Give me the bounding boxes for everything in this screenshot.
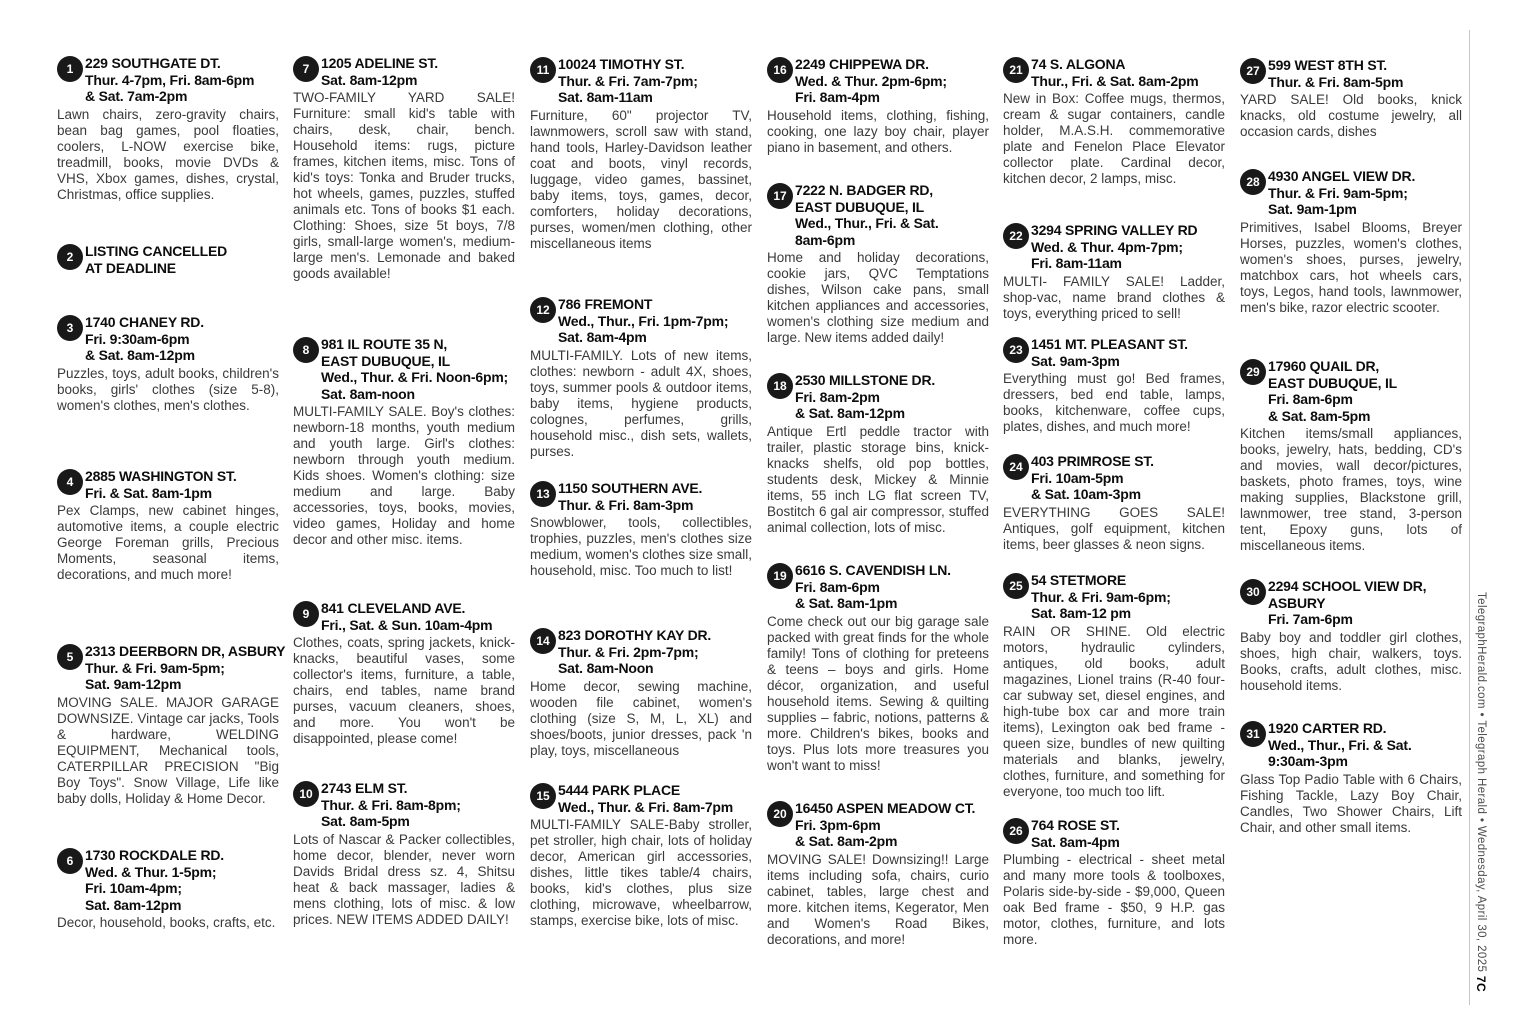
listing-item bbox=[57, 468, 279, 583]
listing-header-line: 2530 MILLSTONE DR. bbox=[795, 372, 936, 388]
listing-header-line: Fri., Sat. & Sun. 10am-4pm bbox=[321, 616, 493, 633]
listing-header-line: 17960 QUAIL DR, bbox=[1268, 358, 1380, 374]
listing-header-line: ASBURY bbox=[1268, 594, 1326, 611]
listing-body-text: Plumbing - electrical - sheet metal and many more tools & toolboxes, Polaris side-by-side - $9,000, Queen oak Bed frame - $50, 9 H.P. gas motor, clothes, furniture, and lots more. bbox=[1003, 852, 1225, 947]
listing-header bbox=[85, 243, 279, 276]
listing-header-line: 8am-6pm bbox=[795, 231, 856, 248]
listing-header-line: 7222 N. BADGER RD, bbox=[795, 182, 933, 198]
listing-header bbox=[85, 314, 279, 364]
listing-header-line: Fri. 10am-4pm; bbox=[85, 880, 182, 896]
listing-header-line: Wed. & Thur. 1-5pm; bbox=[85, 863, 217, 880]
listing-header-line: Sat. 8am-noon bbox=[321, 385, 415, 402]
listing-number-badge: 22 bbox=[1003, 223, 1029, 249]
listing-header-line: Wed., Thur., Fri. & Sat. bbox=[795, 215, 939, 231]
masthead bbox=[1474, 592, 1488, 992]
listing-header-line: 764 ROSE ST. bbox=[1031, 817, 1120, 833]
listing-body-text: MULTI-FAMILY SALE. Boy's clothes: newborn-18 months, youth medium and youth large. Girl's clothes: newborn through youth medium. Kids shoes. Women's clothing: size medium and large. Baby accessories, toys, books, movies, video games, Holiday and home decor and other misc. items. bbox=[293, 404, 515, 547]
listing-header-line: Thur. & Fri. 7am-7pm; bbox=[558, 72, 698, 89]
listing-item bbox=[530, 296, 752, 460]
listing-body-text: Glass Top Padio Table with 6 Chairs, Fishing Tackle, Lazy Boy Chair, Candles, Two Shower Chairs, Lift Chair, and other small items. bbox=[1240, 771, 1462, 835]
listing-number-badge: 3 bbox=[57, 315, 83, 341]
column-2 bbox=[293, 0, 515, 1028]
listing-item bbox=[57, 55, 279, 203]
listing-header-line: 6616 S. CAVENDISH LN. bbox=[795, 562, 951, 578]
listing-header bbox=[321, 600, 515, 633]
listing-item bbox=[530, 782, 752, 929]
listing-item bbox=[1240, 57, 1462, 140]
listing-header-line: 1205 ADELINE ST. bbox=[321, 55, 438, 71]
column-3 bbox=[530, 0, 752, 1028]
listing-header-line: 2743 ELM ST. bbox=[321, 780, 408, 796]
listing-header-line: Wed., Thur., Fri. & Sat. bbox=[1268, 736, 1412, 753]
listing-header bbox=[1031, 222, 1225, 272]
listing-header-line: Fri. 8am-6pm bbox=[795, 578, 880, 595]
listing-header bbox=[85, 468, 279, 501]
listing-header-line: Fri. 8am-4pm bbox=[795, 89, 880, 105]
listing-header-line: & Sat. 8am-12pm bbox=[85, 347, 195, 363]
listing-item bbox=[1240, 168, 1462, 316]
listing-header-line: Wed. & Thur. 4pm-7pm; bbox=[1031, 238, 1183, 255]
listing-body-text: Lots of Nascar & Packer collectibles, home decor, blender, never worn Davids Bridal dress sz. 4, Shitsu heat & back massager, ladies & mens clothing, lots of misc. & low prices. NEW ITEMS ADDED DAILY! bbox=[293, 831, 515, 927]
listing-header-line: Wed., Thur. & Fri. Noon-6pm; bbox=[321, 369, 509, 385]
listing-header-line: Sat. 8am-12 pm bbox=[1031, 605, 1131, 621]
listing-header-line: Wed. & Thur. 2pm-6pm; bbox=[795, 72, 947, 89]
listing-item bbox=[767, 800, 989, 948]
listing-header-line: 786 FREMONT bbox=[558, 296, 653, 312]
listing-number-badge: 24 bbox=[1003, 454, 1029, 480]
listing-item bbox=[1003, 336, 1225, 435]
listing-header bbox=[85, 55, 279, 105]
listing-header-line: Sat. 8am-4pm bbox=[558, 329, 647, 345]
listing-body-text: Antique Ertl peddle tractor with trailer, plastic storage bins, knick-knacks shelfs, old pop bottles, students desk, Mickey & Minnie items, 55 inch LG flat screen TV, Bostitch 6 gal air compressor, stuffed animal collection, lots of misc. bbox=[767, 423, 989, 535]
listing-item bbox=[530, 627, 752, 759]
listing-body-text: MOVING SALE. MAJOR GARAGE DOWNSIZE. Vintage car jacks, Tools & hardware, WELDING EQUIPMENT, Mechanical tools, CATERPILLAR PRECISION "Big Boy Toys". Snow Village, Life like baby dolls, Holiday & Home Decor. bbox=[57, 694, 279, 806]
listing-header-line: Fri. 8am-6pm bbox=[1268, 391, 1353, 407]
listing-item bbox=[57, 314, 279, 414]
listing-item bbox=[1240, 720, 1462, 836]
listing-header bbox=[1031, 817, 1225, 850]
listing-body-text: Everything must go! Bed frames, dressers, bed end table, lamps, books, kitchenware, coffee cups, plates, dishes, and much more! bbox=[1003, 371, 1225, 434]
listing-body-text: MOVING SALE! Downsizing!! Large items including sofa, chairs, curio cabinet, tables, large chest and more. kitchen items, Kegerator, Men and Women's Road Bikes, decorations, and more! bbox=[767, 851, 989, 947]
listing-number-badge: 21 bbox=[1003, 57, 1029, 83]
listing-number-badge: 16 bbox=[767, 57, 793, 83]
listing-header bbox=[1268, 358, 1462, 424]
listing-header bbox=[795, 56, 989, 106]
listing-header bbox=[321, 780, 515, 830]
listing-item bbox=[1003, 56, 1225, 187]
listing-item bbox=[57, 243, 279, 276]
listing-number-badge: 12 bbox=[530, 297, 556, 323]
listing-number-badge: 13 bbox=[530, 481, 556, 507]
listing-header bbox=[795, 562, 989, 612]
listing-body-text: Home decor, sewing machine, wooden file cabinet, women's clothing (size S, M, L, XL) and shoes/boots, junior dresses, pack 'n play, toys, miscellaneous bbox=[530, 678, 752, 758]
listing-header-line: Thur. & Fri. 8am-3pm bbox=[558, 496, 694, 513]
listing-header-line: Sat. 9am-1pm bbox=[1268, 201, 1357, 217]
listing-header-line: 981 IL ROUTE 35 N, bbox=[321, 336, 448, 352]
listing-header bbox=[558, 627, 752, 677]
listing-number-badge: 29 bbox=[1240, 359, 1266, 385]
listing-header-line: EAST DUBUQUE, IL bbox=[1268, 374, 1398, 391]
listing-number-badge: 11 bbox=[530, 57, 556, 83]
listing-header-line: Fri. & Sat. 8am-1pm bbox=[85, 484, 212, 501]
listing-item bbox=[767, 372, 989, 536]
listing-header bbox=[1268, 57, 1462, 90]
listing-header-line: 54 STETMORE bbox=[1031, 572, 1127, 588]
listing-header bbox=[795, 372, 989, 422]
column-4 bbox=[767, 0, 989, 1028]
listing-body-text: Lawn chairs, zero-gravity chairs, bean bag games, pool floaties, coolers, L-NOW exercise bike, treadmill, books, movie DVDs & VHS, Xbox games, dishes, crystal, Christmas, office supplies. bbox=[57, 106, 279, 202]
listing-header-line: 4930 ANGEL VIEW DR. bbox=[1268, 168, 1416, 184]
listing-header-line: 9:30am-3pm bbox=[1268, 753, 1348, 769]
listing-body-text: Come check out our big garage sale packed with great finds for the whole family! Tons of clothing for preteens & teens – boys and girls. Home décor, organization, and useful household items. Sewing & quilting supplies – fabric, notions, patterns & more. Children's bikes, books and toys. Plus lots more treasures you won't want to miss! bbox=[767, 613, 989, 773]
listing-number-badge: 17 bbox=[767, 183, 793, 209]
listing-item bbox=[1003, 817, 1225, 948]
listing-item bbox=[767, 562, 989, 774]
listing-header bbox=[1031, 56, 1225, 89]
listing-item bbox=[767, 182, 989, 346]
listing-body-text: MULTI- FAMILY SALE! Ladder, shop-vac, name brand clothes & toys, everything priced to sell! bbox=[1003, 273, 1225, 321]
listing-number-badge: 19 bbox=[767, 563, 793, 589]
listing-number-badge: 15 bbox=[530, 783, 556, 809]
listing-number-badge: 6 bbox=[57, 848, 83, 874]
listing-number-badge: 30 bbox=[1240, 579, 1266, 605]
listing-header-line: 2313 DEERBORN DR, ASBURY bbox=[85, 643, 286, 659]
listing-number-badge: 9 bbox=[293, 601, 319, 627]
listing-number-badge: 8 bbox=[293, 337, 319, 363]
listing-item bbox=[57, 643, 286, 807]
listing-body-text: RAIN OR SHINE. Old electric motors, hydraulic cylinders, antiques, old books, adult magazines, Lionel trains (R-40 four-car subway set, diesel engines, and high-tube box car and more train items), Lexington oak bed frame - queen size, bundles of new quilting materials and blanks, jewelry, clothes, furniture, and something for everyone, too much too lift. bbox=[1003, 623, 1225, 799]
listing-item bbox=[767, 56, 989, 156]
listing-header-line: Thur., Fri. & Sat. 8am-2pm bbox=[1031, 72, 1199, 89]
listing-header-line: Fri. 10am-5pm bbox=[1031, 469, 1124, 486]
listing-item bbox=[1003, 572, 1225, 800]
listing-item bbox=[293, 336, 515, 548]
listing-number-badge: 4 bbox=[57, 469, 83, 495]
listing-header-line: Sat. 8am-4pm bbox=[1031, 833, 1120, 850]
listing-item bbox=[1240, 578, 1462, 694]
listing-header-line: Thur. & Fri. 9am-5pm; bbox=[1268, 184, 1408, 201]
listing-number-badge: 1 bbox=[57, 56, 83, 82]
listing-body-text: Decor, household, books, crafts, etc. bbox=[57, 915, 276, 930]
listing-number-badge: 31 bbox=[1240, 721, 1266, 747]
listing-number-badge: 10 bbox=[293, 781, 319, 807]
listing-header-line: 2249 CHIPPEWA DR. bbox=[795, 56, 929, 72]
listing-header bbox=[321, 336, 515, 402]
listing-number-badge: 7 bbox=[293, 56, 319, 82]
listing-body-text: Clothes, coats, spring jackets, knick-knacks, beautiful vases, some collector's items, furniture, a table, chairs, end tables, name brand purses, vacuum cleaners, shoes, and more. You won't be disappointed, please come! bbox=[293, 635, 515, 746]
listing-header-line: Sat. 8am-5pm bbox=[321, 813, 410, 829]
listing-item bbox=[293, 780, 515, 928]
listing-header-line: 823 DOROTHY KAY DR. bbox=[558, 627, 712, 643]
listing-header-line: 841 CLEVELAND AVE. bbox=[321, 600, 466, 616]
listing-header-line: Wed., Thur. & Fri. 8am-7pm bbox=[558, 798, 734, 815]
listing-body-text: Baby boy and toddler girl clothes, shoes, high chair, walkers, toys. Books, crafts, adult clothes, misc. household items. bbox=[1240, 629, 1462, 693]
listing-header bbox=[1268, 168, 1462, 218]
listing-body-text: EVERYTHING GOES SALE! Antiques, golf equipment, kitchen items, beer glasses & neon signs. bbox=[1003, 504, 1225, 552]
listing-body-text: MULTI-FAMILY. Lots of new items, clothes: newborn - adult 4X, shoes, toys, summer pools & outdoor items, baby items, hygiene products, colognes, perfumes, grills, household misc., dish sets, wallets, purses. bbox=[530, 347, 752, 459]
listing-header-line: 10024 TIMOTHY ST. bbox=[558, 56, 685, 72]
listing-item bbox=[1003, 222, 1225, 322]
listing-body-text: MULTI-FAMILY SALE-Baby stroller, pet stroller, high chair, lots of holiday decor, American girl accessories, dishes, little tikes table/4 chairs, books, kid's clothes, plus size clothing, microwave, wheelbarrow, stamps, exercise bike, lots of misc. bbox=[530, 817, 752, 928]
listing-item bbox=[1003, 453, 1225, 553]
listing-header-line: Sat. 8am-Noon bbox=[558, 660, 654, 676]
listing-header-line: EAST DUBUQUE, IL bbox=[321, 352, 451, 369]
listing-header-line: 5444 PARK PLACE bbox=[558, 782, 681, 798]
listing-item bbox=[530, 480, 752, 579]
listing-header-line: Thur. & Fri. 9am-6pm; bbox=[1031, 588, 1171, 605]
listing-body-text: Household items, clothing, fishing, cooking, one lazy boy chair, player piano in basement, and others. bbox=[767, 107, 989, 155]
listing-item bbox=[293, 55, 515, 282]
listing-header bbox=[558, 296, 752, 346]
listing-header bbox=[558, 480, 752, 513]
listing-body-text: Pex Clamps, new cabinet hinges, automotive items, a couple electric George Foreman grills, Precious Moments, seasonal items, decorations, and much more! bbox=[57, 503, 279, 582]
listing-body-text: New in Box: Coffee mugs, thermos, cream & sugar containers, candle holder, M.A.S.H. commemorative plate and Fenelon Place Elevator collector plate. Cardinal decor, kitchen decor, 2 lamps, misc. bbox=[1003, 91, 1225, 186]
listing-header-line: AT DEADLINE bbox=[85, 259, 176, 276]
listing-header-line: 3294 SPRING VALLEY RD bbox=[1031, 222, 1198, 238]
listing-body-text: Kitchen items/small appliances, books, jewelry, hats, bedding, CD's and movies, wall decor/pictures, baskets, photo frames, toys, wine making supplies, Blackstone grill, lawnmower, tree stand, 3-person tent, Epoxy guns, lots of miscellaneous items. bbox=[1240, 426, 1462, 553]
listing-header-line: 599 WEST 8TH ST. bbox=[1268, 57, 1387, 73]
listing-header-line: Sat. 8am-12pm bbox=[321, 71, 418, 88]
listing-body-text: Snowblower, tools, collectibles, trophies, puzzles, men's clothes size medium, women's clothes size small, household, misc. Too much to list! bbox=[530, 515, 752, 578]
listing-header-line: 16450 ASPEN MEADOW CT. bbox=[795, 800, 976, 816]
listing-number-badge: 25 bbox=[1003, 573, 1029, 599]
listing-header-line: Sat. 8am-11am bbox=[558, 89, 653, 105]
listing-number-badge: 27 bbox=[1240, 58, 1266, 84]
listing-header bbox=[558, 56, 752, 106]
listing-header-line: Sat. 8am-12pm bbox=[85, 896, 182, 913]
listing-item bbox=[530, 56, 752, 252]
listing-header-line: Thur. & Fri. 8am-8pm; bbox=[321, 796, 461, 813]
listing-number-badge: 18 bbox=[767, 373, 793, 399]
listing-header-line: Fri. 9:30am-6pm bbox=[85, 330, 190, 347]
listing-header-line: Fri. 7am-6pm bbox=[1268, 611, 1353, 627]
listing-header-line: LISTING CANCELLED bbox=[85, 243, 228, 259]
listing-header-line: Fri. 3pm-6pm bbox=[795, 816, 881, 833]
listing-body-text: Puzzles, toys, adult books, children's books, girls' clothes (size 5-8), women's clothes, men's clothes. bbox=[57, 365, 279, 413]
listing-item bbox=[1240, 358, 1462, 554]
listing-header-line: & Sat. 8am-12pm bbox=[795, 405, 905, 421]
listing-header-line: 2885 WASHINGTON ST. bbox=[85, 468, 237, 484]
listing-number-badge: 20 bbox=[767, 801, 793, 827]
listing-header-line: 2294 SCHOOL VIEW DR, bbox=[1268, 578, 1427, 594]
listing-number-badge: 14 bbox=[530, 628, 556, 654]
masthead-divider-line bbox=[1469, 30, 1470, 1005]
listing-header-line: 74 S. ALGONA bbox=[1031, 56, 1126, 72]
listing-item bbox=[293, 600, 515, 747]
column-5 bbox=[1003, 0, 1225, 1028]
listing-header-line: 1451 MT. PLEASANT ST. bbox=[1031, 336, 1188, 352]
listing-body-text: Furniture, 60" projector TV, lawnmowers, scroll saw with stand, hand tools, Harley-Davidson leather coat and boots, vinyl records, luggage, video games, bassinet, baby items, toys, games, decor, comforters, holiday decorations, purses, women/men clothing, other miscellaneous items bbox=[530, 107, 752, 251]
listing-item bbox=[57, 847, 279, 931]
listing-header bbox=[558, 782, 752, 815]
listing-header-line: Wed., Thur., Fri. 1pm-7pm; bbox=[558, 312, 729, 329]
listing-number-badge: 5 bbox=[57, 644, 83, 670]
listing-header-line: EAST DUBUQUE, IL bbox=[795, 198, 925, 215]
listing-header-line: Fri. 8am-11am bbox=[1031, 255, 1122, 271]
listing-header-line: & Sat. 8am-1pm bbox=[795, 595, 898, 611]
page-number: 7C bbox=[1474, 975, 1488, 993]
listing-header bbox=[1268, 720, 1462, 770]
listing-header bbox=[85, 847, 279, 913]
listing-header-line: & Sat. 8am-5pm bbox=[1268, 407, 1371, 424]
listing-header-line: Thur. & Fri. 2pm-7pm; bbox=[558, 643, 699, 660]
listing-header-line: 1730 ROCKDALE RD. bbox=[85, 847, 224, 863]
listing-body-text: Primitives, Isabel Blooms, Breyer Horses, puzzles, women's clothes, women's shoes, purses, jewelry, matchbox cars, hot wheels cars, toys, Legos, hand tools, lawnmower, men's bike, razor electric scooter. bbox=[1240, 219, 1462, 315]
listing-header-line: Thur. & Fri. 9am-5pm; bbox=[85, 659, 225, 676]
column-1 bbox=[57, 0, 286, 1028]
listing-header-line: 229 SOUTHGATE DT. bbox=[85, 55, 221, 71]
listing-body-text: Home and holiday decorations, cookie jars, QVC Temptations dishes, Wilson cake pans, small kitchen appliances and accessories, women's clothing size medium and large. New items added daily! bbox=[767, 250, 989, 345]
listing-header-line: Sat. 9am-12pm bbox=[85, 676, 182, 692]
listing-header bbox=[1031, 336, 1225, 369]
listing-header bbox=[795, 800, 989, 850]
listing-header bbox=[321, 55, 515, 88]
listing-number-badge: 2 bbox=[57, 244, 83, 270]
listing-header bbox=[1268, 578, 1462, 628]
listing-number-badge: 28 bbox=[1240, 169, 1266, 195]
listing-body-text: TWO-FAMILY YARD SALE! Furniture: small kid's table with chairs, desk, chair, bench. Household items: rugs, picture frames, kitchen items, misc. Tons of kid's toys: Tonka and Bruder trucks, hot wheels, games, puzzles, stuffed animals etc. Tons of books $1 each. Clothing: Shoes, size 5t boys, 7/8 girls, small-large women's, medium-large men's. Lemonade and baked goods available! bbox=[293, 90, 515, 281]
column-6 bbox=[1240, 0, 1462, 1028]
listing-header-line: Sat. 9am-3pm bbox=[1031, 352, 1120, 369]
listing-header-line: Thur. 4-7pm, Fri. 8am-6pm bbox=[85, 71, 255, 88]
listing-number-badge: 23 bbox=[1003, 337, 1029, 363]
listing-header-line: 403 PRIMROSE ST. bbox=[1031, 453, 1154, 469]
listing-header-line: & Sat. 7am-2pm bbox=[85, 88, 188, 104]
listing-header-line: 1920 CARTER RD. bbox=[1268, 720, 1387, 736]
listing-header bbox=[795, 182, 989, 248]
listing-header bbox=[85, 643, 286, 693]
listing-header-line: & Sat. 8am-2pm bbox=[795, 833, 898, 849]
listing-header-line: Fri. 8am-2pm bbox=[795, 388, 880, 405]
listing-number-badge: 26 bbox=[1003, 818, 1029, 844]
listing-header-line: 1150 SOUTHERN AVE. bbox=[558, 480, 703, 496]
listing-body-text: YARD SALE! Old books, knick knacks, old costume jewelry, all occasion cards, dishes bbox=[1240, 92, 1462, 139]
listing-header bbox=[1031, 572, 1225, 622]
listing-header-line: 1740 CHANEY RD. bbox=[85, 314, 204, 330]
listing-header-line: & Sat. 10am-3pm bbox=[1031, 486, 1141, 502]
listing-header-line: Thur. & Fri. 8am-5pm bbox=[1268, 73, 1404, 90]
masthead-text: TelegraphHerald.com • Telegraph Herald • Wednesday, April 30, 2025 bbox=[1475, 592, 1487, 973]
listing-header bbox=[1031, 453, 1225, 503]
